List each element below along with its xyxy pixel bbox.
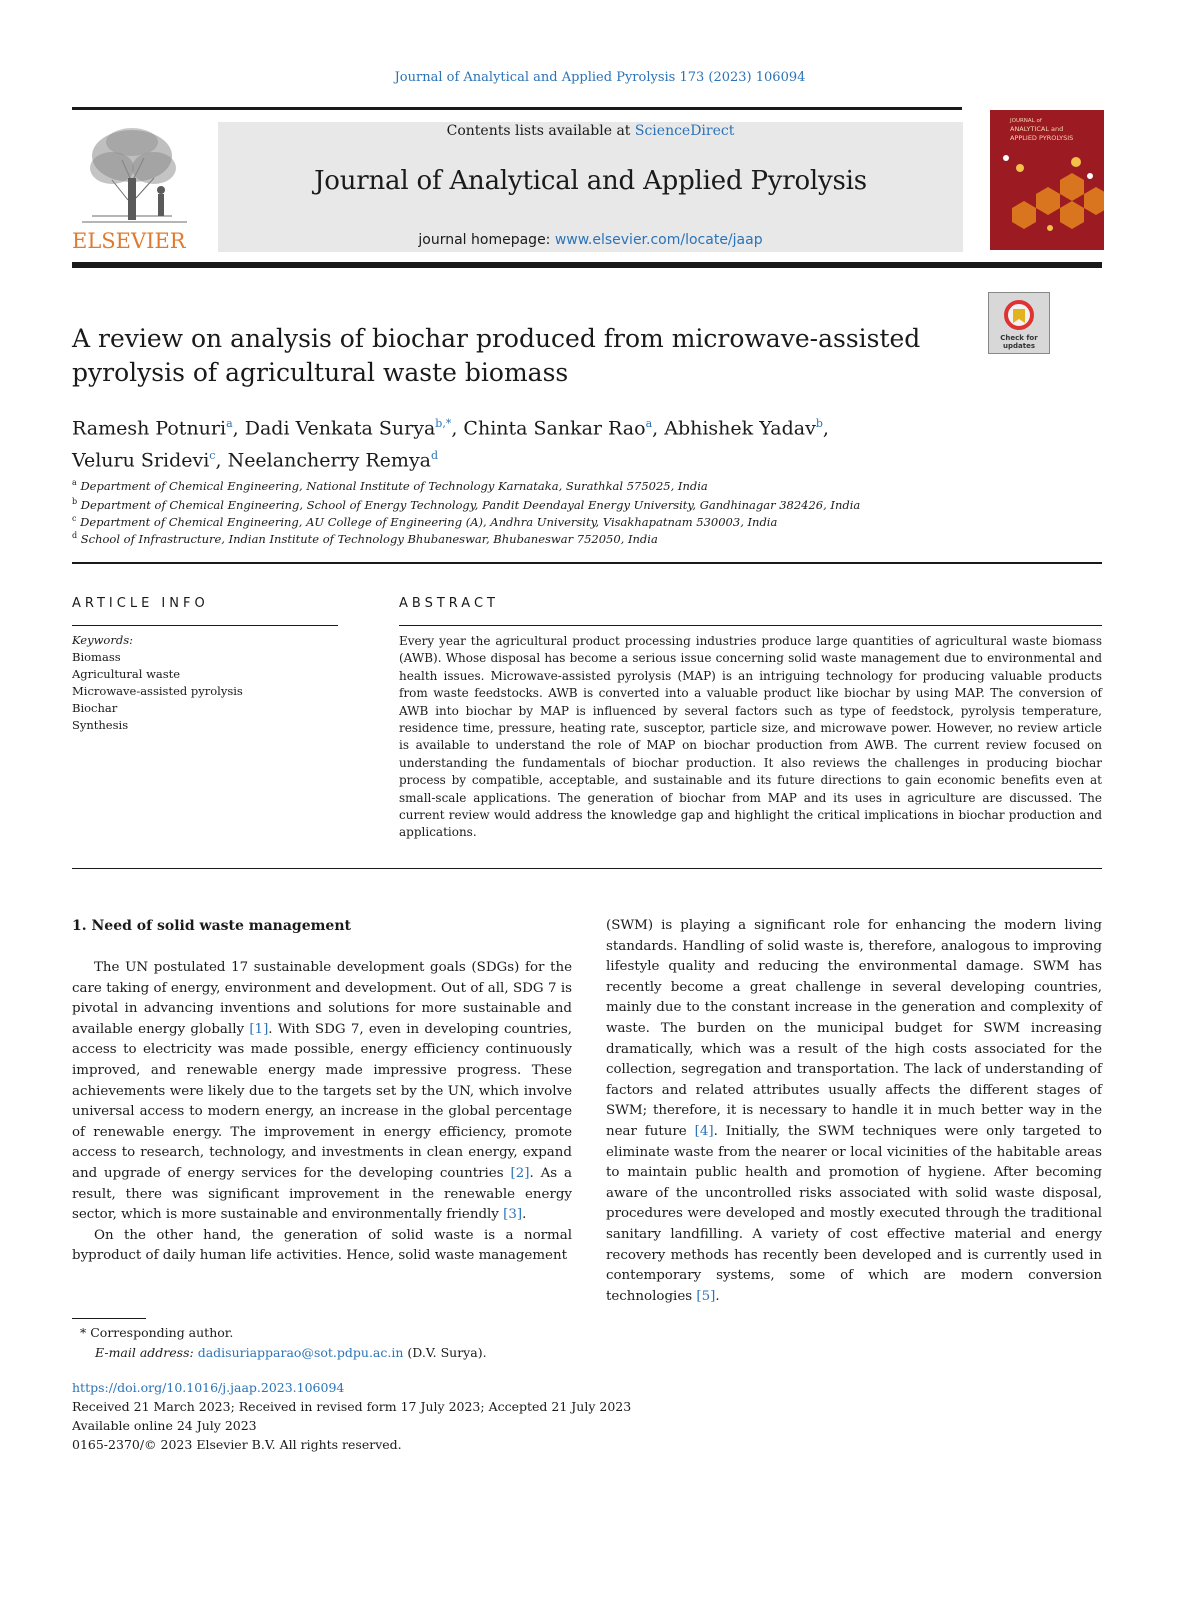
body-text: . <box>715 1288 720 1304</box>
author-separator: , <box>451 417 464 440</box>
affiliation-marker: c <box>72 514 77 523</box>
homepage-prefix: journal homepage: <box>418 232 555 248</box>
article-title-line-2: pyrolysis of agricultural waste biomass <box>72 358 569 387</box>
elsevier-wordmark: ELSEVIER <box>72 229 186 252</box>
body-paragraph <box>606 916 1102 1307</box>
copyright-line: 0165-2370/© 2023 Elsevier B.V. All rights reserved. <box>72 1437 402 1452</box>
keyword-item: Biochar <box>72 701 118 715</box>
running-header[interactable]: Journal of Analytical and Applied Pyrolysis 173 (2023) 106094 <box>394 70 806 85</box>
article-info-rule <box>72 625 338 626</box>
abstract-bottom-rule <box>72 868 1102 869</box>
body-text: . <box>522 1207 527 1223</box>
masthead-bottom-rule <box>72 262 1102 268</box>
keyword-item: Biomass <box>72 650 121 664</box>
homepage-line <box>218 232 963 248</box>
svg-text:JOURNAL of: JOURNAL of <box>1010 118 1042 124</box>
abstract-text: Every year the agricultural product processing industries produce large quantities of agricultural waste biomass (AWB). Whose disposal has become a serious issue concerning solid waste management due to environmental and health issues. Microwave-assisted pyrolysis (MAP) is an intriguing technology for producing valuable products from waste feedstocks. AWB is converted into a valuable product like biochar by using MAP. The conversion of AWB into biochar by MAP is influenced by several factors such as type of feedstock, pyrolysis temperature, residence time, pressure, heating rate, susceptor, particle size, and microwave power. However, no review article is available to understand the role of MAP on biochar production from AWB. The current review focused on understanding the fundamentals of biochar production. It also reviews the challenges in producing biochar process by compatible, acceptable, and sustainable and its future directions to gain economic benefits even at small-scale applications. The generation of biochar from MAP and its uses in agriculture are discussed. The current review would address the knowledge gap and highlight the critical implications in biochar production and applications. <box>399 634 1102 840</box>
svg-text:updates: updates <box>1003 342 1035 350</box>
body-text: . With SDG 7, even in developing countries, access to electricity was made possible, energy efficiency continuously improved, and renewable energy made impressive progress. These achievements were likely due to the targets set by the UN, which involve universal access to modern energy, an increase in the global percentage of renewable energy. The improvement in energy efficiency, promote access to research, technology, and investments in clean energy, expand and upgrade of energy services for the developing countries <box>72 1021 572 1181</box>
keyword-item: Agricultural waste <box>72 667 181 681</box>
author-affil-marker[interactable]: c <box>209 449 216 463</box>
contents-prefix: Contents lists available at <box>446 123 635 139</box>
affiliation-c <box>72 514 1112 529</box>
svg-text:Check for: Check for <box>1000 334 1038 342</box>
body-paragraph <box>72 958 572 1226</box>
affiliation-marker: d <box>72 531 78 540</box>
affiliation-text: Department of Chemical Engineering, National Institute of Technology Karnataka, Surathkal 575025, India <box>80 478 708 493</box>
body-paragraph: On the other hand, the generation of solid waste is a normal byproduct of daily human life activities. Hence, solid waste management <box>72 1227 572 1264</box>
keywords-block <box>72 632 338 734</box>
author-separator: , <box>652 417 665 440</box>
author-list <box>72 410 972 475</box>
article-info-label: ARTICLE INFO <box>72 596 209 611</box>
masthead-top-rule <box>72 107 962 110</box>
citation-link[interactable]: [3] <box>503 1207 523 1223</box>
author-name[interactable]: Chinta Sankar Rao <box>463 417 646 440</box>
journal-cover-image[interactable] <box>990 110 1104 250</box>
keywords-heading: Keywords: <box>72 633 133 647</box>
article-title-line-1: A review on analysis of biochar produced from microwave-assisted <box>72 324 921 353</box>
affiliation-marker: a <box>72 478 77 487</box>
citation-link[interactable]: [1] <box>249 1021 269 1037</box>
author-name[interactable]: Ramesh Potnuri <box>72 417 227 440</box>
svg-text:ANALYTICAL and: ANALYTICAL and <box>1010 125 1064 133</box>
author-affil-marker[interactable]: b,* <box>435 417 452 430</box>
affiliation-text: Department of Chemical Engineering, School of Energy Technology, Pandit Deendayal Energy University, Gandhinagar 382426, India <box>80 497 861 512</box>
affiliation-text: Department of Chemical Engineering, AU College of Engineering (A), Andhra University, Visakhapatnam 530003, India <box>80 514 778 529</box>
received-dates: Received 21 March 2023; Received in revised form 17 July 2023; Accepted 21 July 2023 <box>72 1399 632 1414</box>
affiliation-marker: b <box>72 497 78 506</box>
author-name[interactable]: Neelancherry Remya <box>227 449 432 472</box>
doi-link[interactable]: https://doi.org/10.1016/j.jaap.2023.106094 <box>72 1380 345 1395</box>
affiliation-a <box>72 478 1112 493</box>
email-label: E-mail address: <box>95 1345 198 1360</box>
section-heading: 1. Need of solid waste management <box>72 918 351 934</box>
citation-link[interactable]: [2] <box>510 1165 530 1181</box>
body-text: . As a result, there was significant improvement in the renewable energy sector, which is more sustainable and environmentally friendly <box>72 1165 572 1223</box>
head-divider <box>72 562 1102 564</box>
homepage-link[interactable]: www.elsevier.com/locate/jaap <box>554 232 763 248</box>
citation-link[interactable]: [4] <box>694 1123 714 1139</box>
author-name[interactable]: Abhishek Yadav <box>664 417 816 440</box>
body-left-column <box>72 958 572 1267</box>
body-text: (SWM) is playing a significant role for enhancing the modern living standards. Handling of solid waste is, therefore, analogous to improving lifestyle quality and reducing the environmental damage. SWM has recently become a great challenge in several developing countries, mainly due to the constant increase in the generation and complexity of waste. The burden on the municipal budget for SWM increasing dramatically, which was a result of the high costs associated for the collection, segregation and transportation. The lack of understanding of factors and related attributes usually affects the different stages of SWM; therefore, it is necessary to handle it in much better way in the near future <box>606 918 1102 1139</box>
crossmark-icon <box>989 293 1049 353</box>
body-right-column <box>606 916 1102 1307</box>
author-affil-marker[interactable]: a <box>226 417 233 430</box>
keyword-item: Synthesis <box>72 718 129 732</box>
footnote-rule <box>72 1318 146 1319</box>
author-affil-marker[interactable]: d <box>431 449 439 463</box>
abstract-rule <box>399 625 1102 626</box>
author-separator: , <box>215 449 228 472</box>
corresponding-author-note: * Corresponding author. <box>80 1325 234 1340</box>
author-affil-marker[interactable]: b <box>815 417 823 430</box>
affiliation-text: School of Infrastructure, Indian Institute of Technology Bhubaneswar, Bhubaneswar 752050, India <box>80 531 658 546</box>
keyword-item: Microwave-assisted pyrolysis <box>72 684 243 698</box>
author-affil-marker[interactable]: a <box>645 417 653 430</box>
elsevier-logo[interactable] <box>72 120 200 252</box>
affiliation-d <box>72 531 1112 546</box>
journal-title: Journal of Analytical and Applied Pyrolysis <box>314 166 867 196</box>
elsevier-tree-icon <box>72 120 200 252</box>
body-text: . Initially, the SWM techniques were only targeted to eliminate waste from the nearer or local vicinities of the habitable areas to maintain public health and promotion of hygiene. After becoming aware of the uncontrolled risks associated with solid waste disposal, procedures were developed and mostly executed through the traditional sanitary landfilling. A variety of cost effective material and energy recovery methods has recently been developed and is currently used in contemporary systems, some of which are modern conversion technologies <box>606 1123 1102 1304</box>
body-text: The UN postulated 17 sustainable development goals (SDGs) for the care taking of energy, environment and development. Out of all, SDG 7 is pivotal in advancing inventions and solutions for more sustainable and available energy globally <box>72 960 572 1037</box>
available-online: Available online 24 July 2023 <box>72 1418 257 1433</box>
author-name[interactable]: Dadi Venkata Surya <box>244 417 436 440</box>
contents-line <box>218 123 963 139</box>
masthead-box <box>218 122 963 252</box>
email-note <box>95 1345 487 1360</box>
email-link[interactable]: dadisuriapparao@sot.pdpu.ac.in <box>197 1345 404 1360</box>
article-title <box>72 322 932 390</box>
author-separator: , <box>232 417 245 440</box>
check-for-updates-badge[interactable] <box>988 292 1050 354</box>
citation-link[interactable]: [5] <box>696 1288 716 1304</box>
journal-cover-graphic <box>990 110 1104 250</box>
sciencedirect-link[interactable]: ScienceDirect <box>634 123 735 139</box>
email-suffix: (D.V. Surya). <box>403 1345 487 1360</box>
author-name[interactable]: Veluru Sridevi <box>72 449 210 472</box>
author-separator: , <box>822 417 829 440</box>
abstract-label: ABSTRACT <box>399 596 499 611</box>
svg-text:APPLIED PYROLYSIS: APPLIED PYROLYSIS <box>1010 134 1074 142</box>
affiliation-b <box>72 497 1112 512</box>
